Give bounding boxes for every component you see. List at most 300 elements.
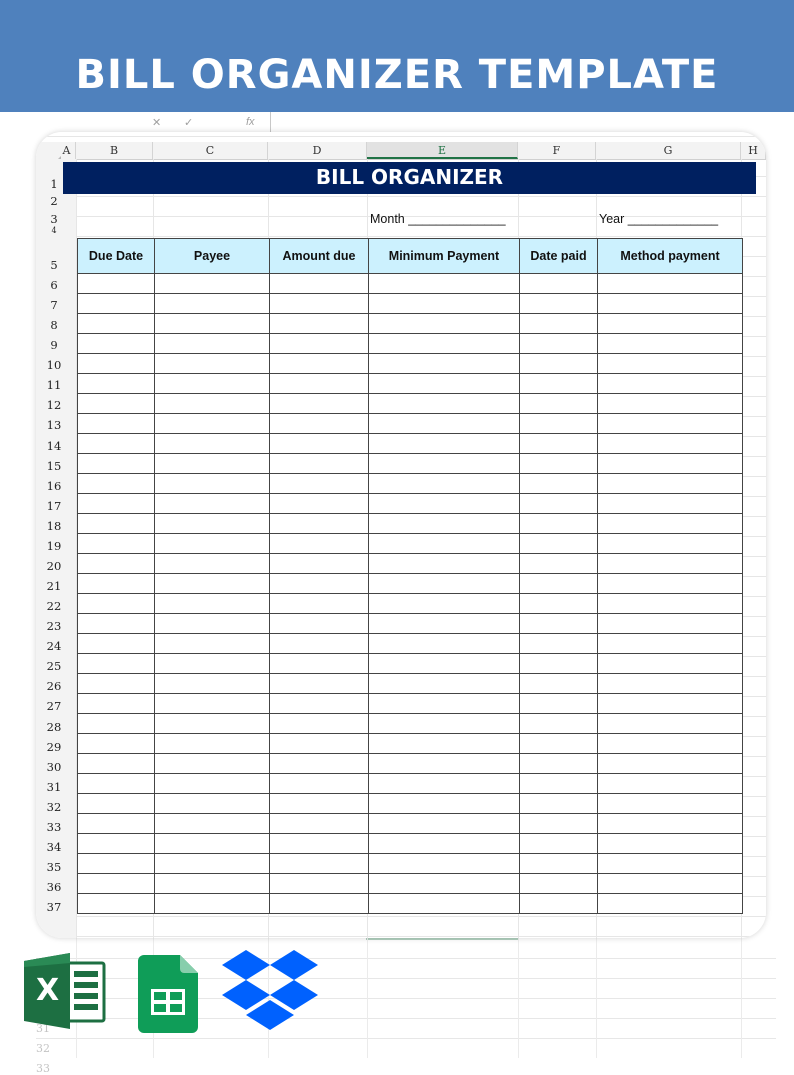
table-cell[interactable] bbox=[369, 894, 520, 914]
table-row bbox=[78, 294, 743, 314]
table-cell[interactable] bbox=[520, 694, 598, 714]
row-number[interactable]: 15 bbox=[46, 458, 62, 473]
table-row bbox=[78, 314, 743, 334]
table-cell[interactable] bbox=[155, 474, 270, 494]
table-cell[interactable] bbox=[270, 454, 369, 474]
table-row bbox=[78, 374, 743, 394]
table-cell[interactable] bbox=[155, 894, 270, 914]
table-cell[interactable] bbox=[155, 774, 270, 794]
table-cell[interactable] bbox=[598, 454, 743, 474]
table-cell[interactable] bbox=[369, 654, 520, 674]
table-cell[interactable] bbox=[270, 674, 369, 694]
table-cell[interactable] bbox=[155, 614, 270, 634]
formula-bar-remnant bbox=[140, 112, 280, 132]
table-cell[interactable] bbox=[78, 694, 155, 714]
table-cell[interactable] bbox=[598, 274, 743, 294]
table-cell[interactable] bbox=[155, 834, 270, 854]
table-cell[interactable] bbox=[598, 694, 743, 714]
table-cell[interactable] bbox=[270, 534, 369, 554]
table-row bbox=[78, 594, 743, 614]
table-cell[interactable] bbox=[369, 634, 520, 654]
table-cell[interactable] bbox=[598, 754, 743, 774]
table-cell[interactable] bbox=[369, 674, 520, 694]
table-cell[interactable] bbox=[598, 314, 743, 334]
table-cell[interactable] bbox=[369, 374, 520, 394]
table-cell[interactable] bbox=[270, 874, 369, 894]
row-number[interactable]: 31 bbox=[46, 779, 62, 794]
row-number[interactable]: 29 bbox=[46, 739, 62, 754]
faded-gridline-vertical bbox=[518, 938, 519, 1058]
table-cell[interactable] bbox=[598, 714, 743, 734]
column-header-a[interactable]: A bbox=[58, 142, 76, 159]
table-cell[interactable] bbox=[78, 714, 155, 734]
table-cell[interactable] bbox=[155, 494, 270, 514]
table-cell[interactable] bbox=[155, 354, 270, 374]
title-bar bbox=[63, 162, 756, 194]
table-cell[interactable] bbox=[270, 814, 369, 834]
table-cell[interactable] bbox=[598, 474, 743, 494]
table-cell[interactable] bbox=[155, 274, 270, 294]
column-header-b[interactable]: B bbox=[76, 142, 153, 159]
excel-letter: X bbox=[36, 973, 60, 1008]
table-cell[interactable] bbox=[270, 474, 369, 494]
table-cell[interactable] bbox=[155, 594, 270, 614]
table-cell[interactable] bbox=[520, 534, 598, 554]
row-number[interactable]: 33 bbox=[46, 819, 62, 834]
table-cell[interactable] bbox=[369, 414, 520, 434]
table-cell[interactable] bbox=[78, 794, 155, 814]
table-cell[interactable] bbox=[78, 654, 155, 674]
table-cell[interactable] bbox=[270, 754, 369, 774]
table-row bbox=[78, 274, 743, 294]
table-cell[interactable] bbox=[369, 794, 520, 814]
row-number[interactable]: 25 bbox=[46, 659, 62, 674]
table-cell[interactable] bbox=[369, 494, 520, 514]
table-row bbox=[78, 654, 743, 674]
table-row bbox=[78, 814, 743, 834]
table-cell[interactable] bbox=[270, 334, 369, 354]
row-number[interactable]: 17 bbox=[46, 498, 62, 513]
table-cell[interactable] bbox=[270, 554, 369, 574]
table-row bbox=[78, 894, 743, 914]
table-cell[interactable] bbox=[520, 374, 598, 394]
table-cell[interactable] bbox=[155, 534, 270, 554]
row-number[interactable]: 20 bbox=[46, 558, 62, 573]
table-row bbox=[78, 834, 743, 854]
table-cell[interactable] bbox=[155, 394, 270, 414]
table-cell[interactable] bbox=[520, 274, 598, 294]
table-cell[interactable] bbox=[520, 354, 598, 374]
table-row bbox=[78, 354, 743, 374]
table-cell[interactable] bbox=[270, 494, 369, 514]
table-cell[interactable] bbox=[520, 314, 598, 334]
table-cell[interactable] bbox=[270, 834, 369, 854]
table-cell[interactable] bbox=[598, 874, 743, 894]
table-cell[interactable] bbox=[598, 854, 743, 874]
table-cell[interactable] bbox=[270, 274, 369, 294]
table-row bbox=[78, 794, 743, 814]
cancel-icon[interactable]: ✕ bbox=[152, 117, 162, 129]
table-cell[interactable] bbox=[270, 314, 369, 334]
row-number[interactable]: 10 bbox=[46, 358, 62, 373]
table-cell[interactable] bbox=[520, 754, 598, 774]
column-header-e[interactable]: E bbox=[367, 142, 518, 159]
google-sheets-icon[interactable] bbox=[138, 955, 198, 1033]
table-cell[interactable] bbox=[598, 774, 743, 794]
table-header-row bbox=[78, 239, 743, 274]
table-row bbox=[78, 694, 743, 714]
table-cell[interactable] bbox=[155, 654, 270, 674]
row-number[interactable]: 13 bbox=[46, 418, 62, 433]
table-cell[interactable] bbox=[78, 514, 155, 534]
table-cell[interactable] bbox=[369, 274, 520, 294]
table-cell[interactable] bbox=[598, 374, 743, 394]
table-cell[interactable] bbox=[155, 294, 270, 314]
table-cell[interactable] bbox=[270, 374, 369, 394]
table-cell[interactable] bbox=[155, 714, 270, 734]
table-row bbox=[78, 534, 743, 554]
table-cell[interactable] bbox=[270, 354, 369, 374]
table-cell[interactable] bbox=[520, 394, 598, 414]
table-cell[interactable] bbox=[598, 574, 743, 594]
table-cell[interactable] bbox=[598, 554, 743, 574]
table-cell[interactable] bbox=[78, 594, 155, 614]
table-row bbox=[78, 634, 743, 654]
header-date-paid[interactable]: Date paid bbox=[520, 239, 598, 274]
faded-row-number: 32 bbox=[36, 1042, 50, 1055]
table-cell[interactable] bbox=[520, 554, 598, 574]
table-cell[interactable] bbox=[78, 474, 155, 494]
table-cell[interactable] bbox=[78, 814, 155, 834]
table-cell[interactable] bbox=[78, 354, 155, 374]
table-cell[interactable] bbox=[369, 874, 520, 894]
table-cell[interactable] bbox=[520, 614, 598, 634]
table-cell[interactable] bbox=[270, 394, 369, 414]
table-cell[interactable] bbox=[155, 334, 270, 354]
row-number[interactable]: 19 bbox=[46, 538, 62, 553]
table-cell[interactable] bbox=[78, 374, 155, 394]
table-cell[interactable] bbox=[520, 574, 598, 594]
table-cell[interactable] bbox=[155, 694, 270, 714]
table-cell[interactable] bbox=[270, 614, 369, 634]
table-cell[interactable] bbox=[520, 434, 598, 454]
row-number[interactable]: 21 bbox=[46, 579, 62, 594]
table-cell[interactable] bbox=[78, 834, 155, 854]
year-label[interactable]: Year _____________ bbox=[599, 212, 719, 226]
table-cell[interactable] bbox=[270, 694, 369, 714]
table-cell[interactable] bbox=[369, 814, 520, 834]
row-number[interactable]: 32 bbox=[46, 799, 62, 814]
table-cell[interactable] bbox=[369, 754, 520, 774]
row-number[interactable]: 37 bbox=[46, 900, 62, 915]
table-cell[interactable] bbox=[155, 574, 270, 594]
table-cell[interactable] bbox=[369, 834, 520, 854]
table-row bbox=[78, 554, 743, 574]
table-cell[interactable] bbox=[155, 514, 270, 534]
table-cell[interactable] bbox=[270, 854, 369, 874]
table-cell[interactable] bbox=[270, 414, 369, 434]
table-cell[interactable] bbox=[520, 294, 598, 314]
row-number[interactable]: 18 bbox=[46, 518, 62, 533]
table-cell[interactable] bbox=[78, 394, 155, 414]
table-cell[interactable] bbox=[78, 614, 155, 634]
table-row bbox=[78, 674, 743, 694]
table-cell[interactable] bbox=[369, 334, 520, 354]
table-cell[interactable] bbox=[155, 854, 270, 874]
table-cell[interactable] bbox=[155, 794, 270, 814]
table-cell[interactable] bbox=[520, 834, 598, 854]
table-cell[interactable] bbox=[369, 454, 520, 474]
table-cell[interactable] bbox=[155, 874, 270, 894]
table-cell[interactable] bbox=[78, 294, 155, 314]
table-cell[interactable] bbox=[369, 354, 520, 374]
table-cell[interactable] bbox=[520, 894, 598, 914]
table-cell[interactable] bbox=[520, 714, 598, 734]
column-header-f[interactable]: F bbox=[518, 142, 596, 159]
fx-icon[interactable]: fx bbox=[246, 116, 255, 128]
table-cell[interactable] bbox=[78, 774, 155, 794]
row-number[interactable]: 9 bbox=[50, 338, 58, 353]
table-cell[interactable] bbox=[598, 674, 743, 694]
table-cell[interactable] bbox=[520, 414, 598, 434]
header-method-payment[interactable]: Method payment bbox=[598, 239, 743, 274]
row-number[interactable]: 5 bbox=[50, 258, 58, 272]
table-cell[interactable] bbox=[520, 734, 598, 754]
table-row bbox=[78, 394, 743, 414]
column-header-d[interactable]: D bbox=[268, 142, 367, 159]
table-row bbox=[78, 774, 743, 794]
row-number[interactable]: 26 bbox=[46, 679, 62, 694]
table-cell[interactable] bbox=[598, 334, 743, 354]
table-cell[interactable] bbox=[270, 634, 369, 654]
table-cell[interactable] bbox=[369, 594, 520, 614]
table-cell[interactable] bbox=[369, 474, 520, 494]
table-cell[interactable] bbox=[78, 434, 155, 454]
table-cell[interactable] bbox=[598, 494, 743, 514]
table-cell[interactable] bbox=[520, 654, 598, 674]
table-cell[interactable] bbox=[369, 554, 520, 574]
table-cell[interactable] bbox=[598, 614, 743, 634]
table-cell[interactable] bbox=[78, 754, 155, 774]
table-row bbox=[78, 454, 743, 474]
table-cell[interactable] bbox=[598, 834, 743, 854]
table-row bbox=[78, 754, 743, 774]
table-cell[interactable] bbox=[369, 314, 520, 334]
table-row bbox=[78, 714, 743, 734]
table-cell[interactable] bbox=[369, 694, 520, 714]
formula-bar-divider bbox=[270, 112, 271, 132]
table-row bbox=[78, 414, 743, 434]
bill-table bbox=[77, 238, 743, 914]
table-cell[interactable] bbox=[598, 354, 743, 374]
table-cell[interactable] bbox=[155, 734, 270, 754]
table-cell[interactable] bbox=[270, 794, 369, 814]
header-due-date[interactable]: Due Date bbox=[78, 239, 155, 274]
table-cell[interactable] bbox=[520, 514, 598, 534]
table-cell[interactable] bbox=[270, 894, 369, 914]
row-number[interactable]: 24 bbox=[46, 639, 62, 654]
table-cell[interactable] bbox=[598, 814, 743, 834]
table-cell[interactable] bbox=[78, 534, 155, 554]
table-row bbox=[78, 734, 743, 754]
table-cell[interactable] bbox=[78, 274, 155, 294]
sheet-title: BILL ORGANIZER bbox=[315, 165, 504, 189]
table-cell[interactable] bbox=[520, 634, 598, 654]
table-cell[interactable] bbox=[369, 574, 520, 594]
table-cell[interactable] bbox=[520, 494, 598, 514]
table-cell[interactable] bbox=[155, 554, 270, 574]
row-number[interactable]: 12 bbox=[46, 398, 62, 413]
faded-gridline bbox=[36, 1038, 776, 1039]
table-cell[interactable] bbox=[520, 874, 598, 894]
table-cell[interactable] bbox=[155, 434, 270, 454]
row-number[interactable]: 27 bbox=[46, 699, 62, 714]
column-header-c[interactable]: C bbox=[153, 142, 268, 159]
table-cell[interactable] bbox=[270, 734, 369, 754]
table-cell[interactable] bbox=[598, 394, 743, 414]
table-cell[interactable] bbox=[155, 674, 270, 694]
excel-icon[interactable] bbox=[24, 953, 108, 1029]
table-cell[interactable] bbox=[270, 714, 369, 734]
table-row bbox=[78, 874, 743, 894]
column-header-g[interactable]: G bbox=[596, 142, 741, 159]
row-number[interactable]: 36 bbox=[46, 880, 62, 895]
table-cell[interactable] bbox=[155, 314, 270, 334]
dropbox-icon[interactable] bbox=[222, 950, 318, 1038]
table-cell[interactable] bbox=[520, 774, 598, 794]
table-cell[interactable] bbox=[520, 854, 598, 874]
table-cell[interactable] bbox=[78, 554, 155, 574]
table-row bbox=[78, 514, 743, 534]
table-cell[interactable] bbox=[598, 654, 743, 674]
table-cell[interactable] bbox=[369, 294, 520, 314]
table-cell[interactable] bbox=[369, 534, 520, 554]
table-cell[interactable] bbox=[155, 754, 270, 774]
row-number-column bbox=[36, 159, 77, 938]
row-number[interactable]: 34 bbox=[46, 839, 62, 854]
row-number[interactable]: 4 bbox=[51, 226, 57, 235]
table-row bbox=[78, 474, 743, 494]
row-number[interactable]: 6 bbox=[50, 278, 58, 292]
table-cell[interactable] bbox=[598, 294, 743, 314]
table-cell[interactable] bbox=[598, 794, 743, 814]
faded-row-number: 33 bbox=[36, 1062, 50, 1075]
banner-title: BILL ORGANIZER TEMPLATE bbox=[75, 52, 719, 98]
table-cell[interactable] bbox=[520, 594, 598, 614]
row-number[interactable]: 14 bbox=[46, 438, 62, 453]
table-cell[interactable] bbox=[520, 334, 598, 354]
faded-gridline-vertical bbox=[596, 938, 597, 1058]
row-number[interactable]: 2 bbox=[50, 194, 58, 208]
month-label[interactable]: Month ______________ bbox=[370, 212, 506, 226]
header-payee[interactable]: Payee bbox=[155, 239, 270, 274]
table-cell[interactable] bbox=[78, 634, 155, 654]
table-cell[interactable] bbox=[78, 674, 155, 694]
table-cell[interactable] bbox=[369, 774, 520, 794]
confirm-icon[interactable]: ✓ bbox=[184, 117, 194, 129]
table-row bbox=[78, 494, 743, 514]
faded-row-number: 31 bbox=[36, 1022, 50, 1035]
table-cell[interactable] bbox=[78, 874, 155, 894]
table-cell[interactable] bbox=[270, 574, 369, 594]
table-row bbox=[78, 614, 743, 634]
table-cell[interactable] bbox=[520, 454, 598, 474]
table-cell[interactable] bbox=[78, 574, 155, 594]
table-cell[interactable] bbox=[78, 454, 155, 474]
row-number[interactable]: 11 bbox=[46, 378, 62, 393]
header-amount-due[interactable]: Amount due bbox=[270, 239, 369, 274]
table-cell[interactable] bbox=[155, 414, 270, 434]
faded-gridline-vertical bbox=[367, 938, 368, 1058]
table-cell[interactable] bbox=[598, 534, 743, 554]
row-number[interactable]: 16 bbox=[46, 478, 62, 493]
row-number[interactable]: 1 bbox=[50, 177, 58, 191]
table-cell[interactable] bbox=[78, 734, 155, 754]
active-column-marker bbox=[366, 938, 518, 940]
column-header-h[interactable]: H bbox=[741, 142, 766, 159]
table-cell[interactable] bbox=[369, 514, 520, 534]
table-cell[interactable] bbox=[270, 294, 369, 314]
row-number[interactable]: 3 bbox=[50, 212, 58, 226]
row-number[interactable]: 30 bbox=[46, 759, 62, 774]
table-cell[interactable] bbox=[270, 594, 369, 614]
table-cell[interactable] bbox=[78, 314, 155, 334]
table-cell[interactable] bbox=[270, 434, 369, 454]
table-cell[interactable] bbox=[520, 814, 598, 834]
table-cell[interactable] bbox=[155, 814, 270, 834]
table-cell[interactable] bbox=[598, 734, 743, 754]
table-cell[interactable] bbox=[270, 514, 369, 534]
row-number[interactable]: 8 bbox=[50, 318, 58, 333]
table-cell[interactable] bbox=[155, 454, 270, 474]
faded-gridline-vertical bbox=[741, 938, 742, 1058]
table-row bbox=[78, 334, 743, 354]
table-row bbox=[78, 854, 743, 874]
table-cell[interactable] bbox=[520, 674, 598, 694]
table-cell[interactable] bbox=[155, 374, 270, 394]
table-cell[interactable] bbox=[78, 334, 155, 354]
table-cell[interactable] bbox=[598, 594, 743, 614]
row-number[interactable]: 7 bbox=[50, 298, 58, 313]
table-cell[interactable] bbox=[369, 734, 520, 754]
table-cell[interactable] bbox=[598, 414, 743, 434]
table-cell[interactable] bbox=[78, 494, 155, 514]
table-cell[interactable] bbox=[520, 794, 598, 814]
table-cell[interactable] bbox=[369, 614, 520, 634]
spreadsheet-card bbox=[36, 132, 766, 938]
table-cell[interactable] bbox=[270, 774, 369, 794]
table-cell[interactable] bbox=[78, 414, 155, 434]
table-cell[interactable] bbox=[598, 634, 743, 654]
table-cell[interactable] bbox=[598, 894, 743, 914]
row-number[interactable]: 28 bbox=[46, 719, 62, 734]
table-cell[interactable] bbox=[369, 854, 520, 874]
table-cell[interactable] bbox=[369, 394, 520, 414]
header-minimum-payment[interactable]: Minimum Payment bbox=[369, 239, 520, 274]
table-cell[interactable] bbox=[598, 434, 743, 454]
table-cell[interactable] bbox=[270, 654, 369, 674]
table-cell[interactable] bbox=[520, 474, 598, 494]
table-cell[interactable] bbox=[78, 854, 155, 874]
row-number[interactable]: 22 bbox=[46, 599, 62, 614]
table-cell[interactable] bbox=[598, 514, 743, 534]
table-cell[interactable] bbox=[78, 894, 155, 914]
table-cell[interactable] bbox=[155, 634, 270, 654]
table-cell[interactable] bbox=[369, 434, 520, 454]
row-number[interactable]: 23 bbox=[46, 619, 62, 634]
row-number[interactable]: 35 bbox=[46, 860, 62, 875]
table-cell[interactable] bbox=[369, 714, 520, 734]
